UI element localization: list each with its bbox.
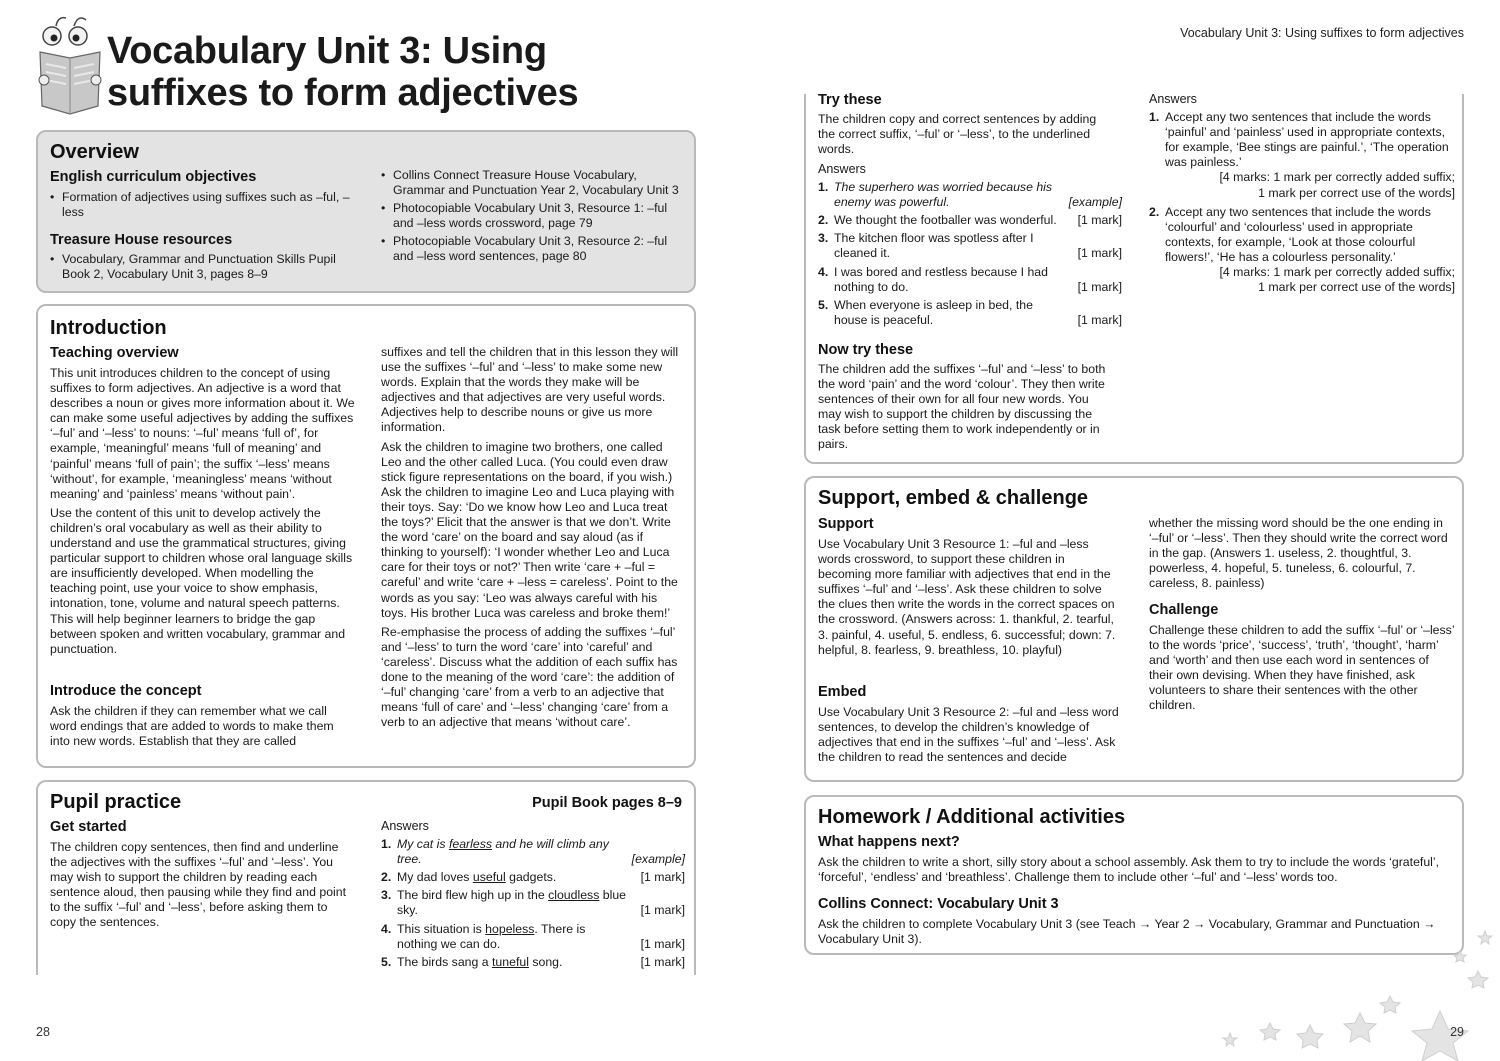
challenge-heading: Challenge <box>1149 602 1219 618</box>
collins-connect-heading: Collins Connect: Vocabulary Unit 3 <box>818 896 1059 912</box>
resource-item: • Collins Connect Treasure House Vocabulary, Grammar and Punctuation Year 2, Vocabulary Unit 3 <box>381 168 681 198</box>
answer-item: 4. This situation is hopeless. There is nothing we can do. [1 mark] <box>381 921 685 951</box>
answer-item: 2. My dad loves useful gadgets. [1 mark] <box>381 870 685 885</box>
introduction-panel <box>36 304 696 768</box>
answer-mark: [4 marks: 1 mark per correctly added suffix; <box>1219 170 1455 185</box>
answer-item: 3. The kitchen floor was spotless after I cleaned it. [1 mark] <box>818 231 1122 261</box>
right-page <box>750 0 1500 1061</box>
homework-heading: Homework / Additional activities <box>818 806 1126 828</box>
page-number-right: 29 <box>1450 1025 1464 1039</box>
objectives-list <box>50 190 360 223</box>
support-text: Use Vocabulary Unit 3 Resource 1: –ful and –less words crossword, to support these children in becoming more familiar with adjectives that end in the suffixes ‘–ful’ and ‘–less’. Ask these children to solve the clues then write the words in the correct spaces on the crossword. (Answers across: 1. thankful, 2. tearful, 3. painful, 4. useful, 5. endless, 6. successful; down: 7. helpful, 8. fearless, 9. breathless, 10. playful) <box>818 537 1116 657</box>
answer-mark: [1 mark] <box>1077 279 1122 294</box>
answer-mark: [1 mark] <box>640 870 685 885</box>
answer-mark: [example] <box>1068 195 1122 210</box>
what-happens-next-heading: What happens next? <box>818 834 960 850</box>
now-try-heading: Now try these <box>818 342 914 358</box>
overview-panel <box>36 130 696 293</box>
running-head: Vocabulary Unit 3: Using suffixes to form adjectives <box>1180 26 1464 40</box>
answer-mark: [1 mark] <box>1077 312 1122 327</box>
intro-paragraph: suffixes and tell the children that in this lesson they will use the suffixes ‘–ful’ and ‘–less’ to make some new words. Explain that the words they make will be adjectives and that adjectives are very useful words. Adjectives help to describe nouns or give us more information. <box>381 345 679 435</box>
introduction-heading: Introduction <box>50 317 167 339</box>
pupil-practice-heading: Pupil practice <box>50 791 182 813</box>
answers-heading: Answers <box>1149 92 1197 106</box>
get-started-heading: Get started <box>50 819 127 835</box>
try-these-heading: Try these <box>818 92 882 108</box>
pupil-book-pages: Pupil Book pages 8–9 <box>532 795 682 811</box>
answer-item: 1. The superhero was worried because his enemy was powerful. [example] <box>818 180 1122 210</box>
answer-mark: [1 mark] <box>1077 213 1122 228</box>
page-title: Vocabulary Unit 3: Using suffixes to form adjectives <box>107 30 579 114</box>
objectives-heading: English curriculum objectives <box>50 169 257 185</box>
answer-mark: [1 mark] <box>640 954 685 969</box>
answer-item: 5. When everyone is asleep in bed, the house is peaceful. [1 mark] <box>818 297 1122 327</box>
answer-item: 3. The bird flew high up in the cloudless blue sky. [1 mark] <box>381 888 685 918</box>
teaching-paragraph: This unit introduces children to the concept of using suffixes to form adjectives. An adjective is a word that describes a noun or gives more information about it. We can make some useful adjectives by adding the suffixes ‘–ful’ and ‘–less’ to nouns: ‘–ful’ means ‘full of’, for example, ‘meaningful’ means ‘full of meaning’ and ‘painful’ means ‘full of pain’; the suffix ‘–less’ means ‘without’, for example, ‘meaningless’ means ‘without meaning’ and ‘painless’ means ‘without pain’. <box>50 366 355 501</box>
try-these-answers <box>818 162 1122 331</box>
answer-mark: [4 marks: 1 mark per correctly added suffix; <box>1219 265 1455 280</box>
challenge-text: Challenge these children to add the suffix ‘–ful’ or ‘–less’ to the words ‘price’, ‘success’, ‘truth’, ‘thought’, ‘harm’ and ‘worth’ and then use each word in sentences of their own devising. When they have finished, ask volunteers to share their sentences with the other children. <box>1149 623 1455 713</box>
answer-mark: 1 mark per correct use of the words] <box>1258 185 1455 200</box>
answer-mark: [1 mark] <box>640 903 685 918</box>
introduction-left-column <box>50 366 358 661</box>
pupil-practice-panel <box>36 780 696 975</box>
try-these-text: The children copy and correct sentences by adding the correct suffix, ‘–ful’ or ‘–less’, to the underlined words. <box>818 112 1097 157</box>
answer-item: 5. The birds sang a tuneful song. [1 mark] <box>381 954 685 969</box>
resources-heading: Treasure House resources <box>50 232 233 248</box>
teaching-paragraph: Use the content of this unit to develop actively the children’s oral vocabulary as well as their ability to understand and use the grammatical structures, giving particular support to children whose oral language skills are insufficiently developed. When modelling the teaching point, use your voice to show emphasis, intonation, tone, volume and natural speech patterns. This will help beginner learners to bridge the gap between spoken and written vocabulary, grammar and punctuation. <box>50 505 353 656</box>
resource-item: • Vocabulary, Grammar and Punctuation Skills Pupil Book 2, Vocabulary Unit 3, pages 8–9 <box>50 252 360 282</box>
page-number-left: 28 <box>36 1025 50 1039</box>
reading-bug-mascot-icon <box>34 14 110 118</box>
resource-item: • Photocopiable Vocabulary Unit 3, Resource 1: –ful and –less words crossword, page 79 <box>381 201 681 231</box>
answer-mark: [1 mark] <box>640 936 685 951</box>
support-panel-heading: Support, embed & challenge <box>818 487 1089 509</box>
intro-paragraph: Re-emphasise the process of adding the suffixes ‘–ful’ and ‘–less’ to turn the word ‘care’ into ‘careful’ and ‘careless’. Discuss what the addition of each suffix has done to the meaning of the word ‘care’: the addition of ‘–ful’ changing ‘care’ from a verb to an adjective that means ‘full of care’ and ‘–less’ changing ‘care’ from a verb to an adjective that means ‘without care’. <box>381 624 678 730</box>
what-happens-next-text: Ask the children to write a short, silly story about a school assembly. Ask them to try to include the words ‘grateful’, ‘forceful’, ‘endless’ and ‘breathless’. Challenge them to include other ‘–ful’ and ‘–less’ words too. <box>818 855 1440 885</box>
support-right-text: whether the missing word should be the one ending in ‘–ful’ or ‘–less’. Then they should write the correct word in the gap. (Answers 1. useless, 2. thoughtful, 3. powerless, 4. hopeful, 5. tuneless, 6. colourful, 7. careless, 8. painless) <box>1149 516 1448 591</box>
introduce-concept-heading: Introduce the concept <box>50 683 202 699</box>
support-panel <box>804 476 1464 782</box>
pupil-answers <box>381 819 685 973</box>
overview-heading: Overview <box>50 141 139 163</box>
answer-item: 2. We thought the footballer was wonderful. [1 mark] <box>818 213 1122 228</box>
embed-heading: Embed <box>818 684 867 700</box>
resources-list-left <box>50 252 360 285</box>
answer-item: 1. My cat is fearless and he will climb any tree. [example] <box>381 837 685 867</box>
collins-connect-text: Ask the children to complete Vocabulary Unit 3 (see Teach → Year 2 → Vocabulary, Grammar and Punctuation → Vocabulary Unit 3). <box>818 917 1436 947</box>
answer-item: 2. Accept any two sentences that include the words ‘colourful’ and ‘colourless’ used in appropriate contexts, for example, ‘Look at those colourful flowers!’, ‘He has a colourless personality.’ [4 marks: 1 mark per correctly added suffix; 1 mark per correct use of the words] <box>1149 204 1455 295</box>
answers-heading: Answers <box>818 162 866 176</box>
answer-mark: 1 mark per correct use of the words] <box>1258 280 1455 295</box>
activities-panel <box>804 94 1464 464</box>
answer-item: 4. I was bored and restless because I had nothing to do. [1 mark] <box>818 264 1122 294</box>
answers-list <box>818 180 1122 328</box>
introduction-right-column <box>381 345 681 734</box>
answers-list <box>381 837 685 970</box>
embed-text: Use Vocabulary Unit 3 Resource 2: –ful and –less word sentences, to develop the children’s knowledge of adjectives that end in the suffixes ‘–ful’ and ‘–less’. Ask the children to read the sentences and decide <box>818 705 1119 765</box>
concept-paragraph: Ask the children if they can remember what we call word endings that are added to words to make them into new words. Establish that they are called <box>50 704 334 749</box>
answer-mark: [example] <box>631 852 685 867</box>
answer-mark: [1 mark] <box>1077 246 1122 261</box>
objective-item: • Formation of adjectives using suffixes such as –ful, –less <box>50 190 360 220</box>
now-try-text: The children add the suffixes ‘–ful’ and ‘–less’ to both the word ‘pain’ and the word ‘colour’. They then write sentences of their own for all four new words. You may wish to support the children by discussing the task before setting them to work independently or in pairs. <box>818 362 1106 452</box>
intro-paragraph: Ask the children to imagine two brothers, one called Leo and the other called Luca. (You could even draw stick figure representations on the board, if you wish.) Ask the children to imagine Leo and Luca playing with their toys. Say: ‘Do we know how Leo and Luca treat the toys?’ Elicit that the answer is that we don’t. Write the word ‘care’ on the board and say aloud (as if thinking to yourself): ‘I wonder whether Leo and Luca care for their toys or not?’ Then write ‘care + –ful = careful’ and write ‘care + –less = careless’. Point to the words as you say: ‘Leo was always careful with his toys. His brother Luca was careless and broke them!’ <box>381 439 678 620</box>
now-try-answers <box>1149 92 1455 298</box>
teaching-overview-heading: Teaching overview <box>50 345 179 361</box>
get-started-text: The children copy sentences, then find and underline the adjectives with the suffixes ‘–ful’ and ‘–less’. You may wish to support the children by reading each sentence aloud, then pausing while they find and point to the suffix ‘–ful’ and ‘–less’, before asking them to copy the sentences. <box>50 840 347 930</box>
decorative-stars-icon <box>1160 911 1500 1061</box>
answers-heading: Answers <box>381 819 429 833</box>
resources-list-right <box>381 168 681 268</box>
resource-item: • Photocopiable Vocabulary Unit 3, Resource 2: –ful and –less word sentences, page 80 <box>381 234 681 264</box>
answer-item: 1. Accept any two sentences that include the words ‘painful’ and ‘painless’ used in appropriate contexts, for example, ‘Bee stings are painful.’, ‘The operation was painless.’ [4 marks: 1 mark per correctly added suffix; 1 mark per correct use of the words] <box>1149 110 1455 200</box>
support-heading: Support <box>818 516 874 532</box>
